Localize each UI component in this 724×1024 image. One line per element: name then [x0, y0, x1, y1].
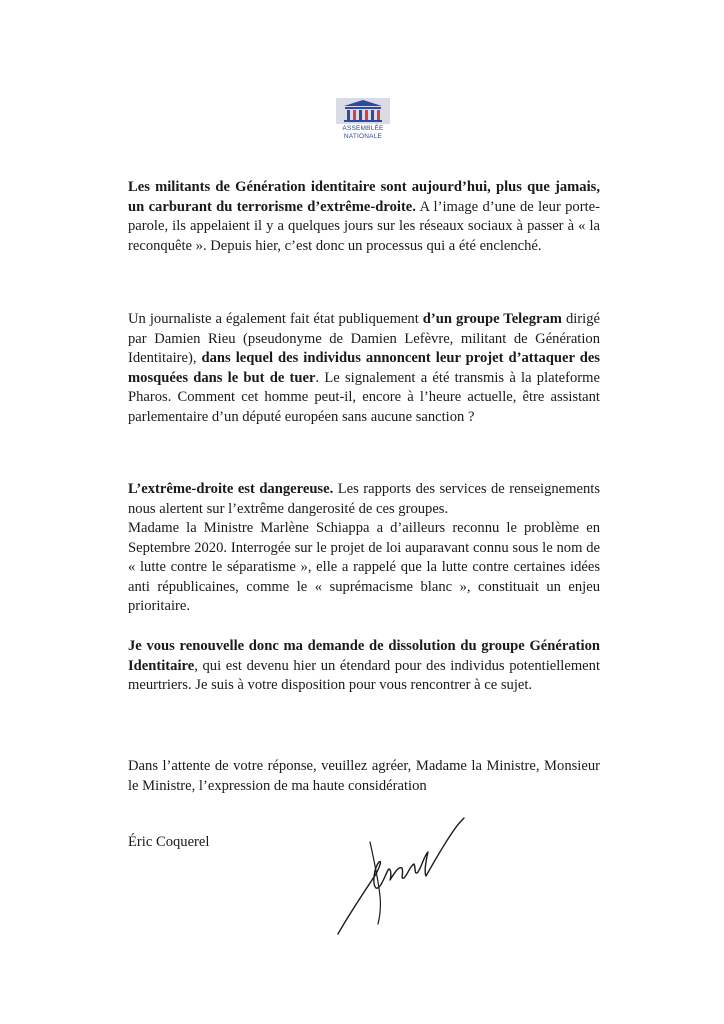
handwritten-signature-icon [330, 808, 470, 940]
p5-text: , qui est devenu hier un étendard pour des individus potentiellement meurtriers. Je suis à votre disposition pour vous rencontrer à ce sujet. [128, 657, 600, 694]
p2-text-a: Un journaliste a également fait état publiquement [128, 311, 423, 327]
paragraph-2 [128, 310, 600, 428]
p2-bold-b: d’un groupe Telegram [422, 311, 562, 327]
p3-text: Les rapports des services de renseignements nous alertent sur l’extrême dangerosité de ces groupes. [128, 481, 600, 517]
p2-text-e: . Le signalement a été transmis à la plateforme Pharos. Comment cet homme peut-il, encore à l’heure actuelle, être assistant parlementaire d’un député européen sans aucune sanction ? [128, 369, 600, 425]
assemblee-nationale-logo [336, 98, 390, 140]
closing-paragraph [128, 757, 600, 796]
paragraph-1 [128, 178, 600, 256]
paragraph-4 [128, 519, 600, 617]
p1-text: A l’image d’une de leur porte-parole, ils appelaient il y a quelques jours sur les réseaux sociaux à passer à « la reconquête ». Depuis hier, c’est donc un processus qui a été enclenché. [128, 198, 600, 254]
logo-text-line2: NATIONALE [343, 133, 383, 140]
paragraph-5 [128, 637, 600, 696]
p2-bold-d: dans lequel des individus annoncent leur projet d’attaquer des mosquées dans le but de tuer [128, 350, 600, 386]
p5-bold-text: Je vous renouvelle donc ma demande de dissolution du groupe Génération Identitaire [128, 638, 600, 674]
p4-text: Madame la Ministre Marlène Schiappa a d’ailleurs reconnu le problème en Septembre 2020. Interrogée sur le projet de loi auparavant connu sous le nom de « lutte contre le séparatisme », elle a rappelé que la lutte contre certaines idées anti républicaines, comme le « suprémacisme blanc », constituait un enjeu prioritaire. [128, 520, 600, 615]
p2-text-c: dirigé par Damien Rieu (pseudonyme de Damien Lefèvre, militant de Génération Identitaire), [128, 311, 600, 367]
paragraph-3 [128, 480, 600, 519]
signatory-name: Éric Coquerel [128, 834, 210, 850]
assemblee-nationale-logo-icon [336, 98, 390, 124]
p3-bold-text: L’extrême-droite est dangereuse. [128, 481, 334, 497]
p1-bold-text: Les militants de Génération identitaire sont aujourd’hui, plus que jamais, un carburant du terrorisme d’extrême-droite. [128, 179, 600, 215]
closing-text: Dans l’attente de votre réponse, veuillez agréer, Madame la Ministre, Monsieur le Ministre, l’expression de ma haute considération [128, 758, 600, 794]
logo-text-line1: ASSEMBLÉE [342, 125, 384, 132]
